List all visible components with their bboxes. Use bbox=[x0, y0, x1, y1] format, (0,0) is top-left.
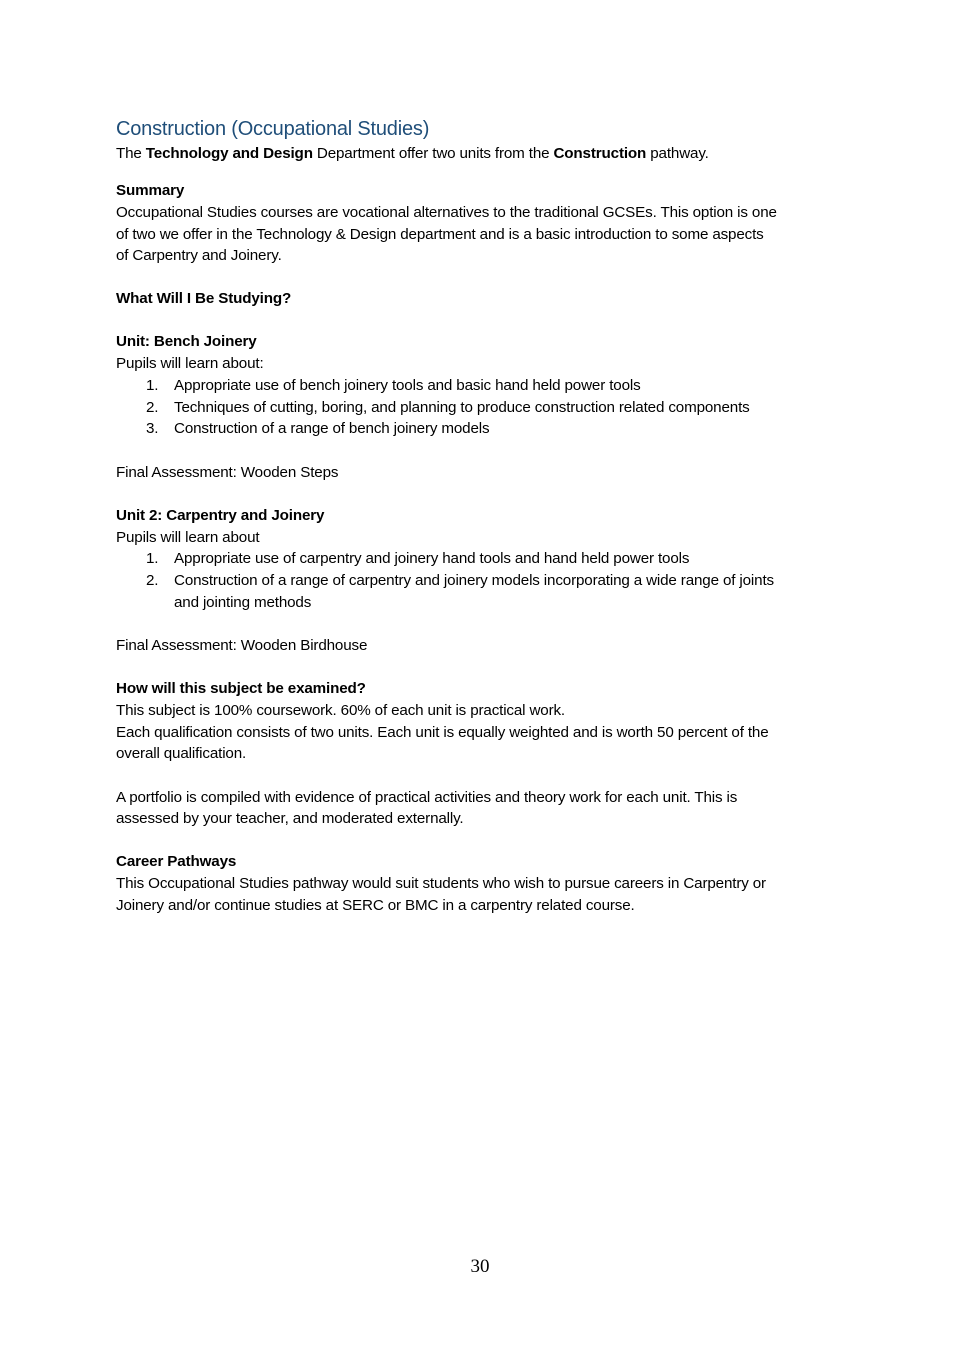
list-number: 3. bbox=[146, 420, 159, 437]
summary-line: Occupational Studies courses are vocational alternatives to the traditional GCSEs. This option is one bbox=[116, 204, 777, 221]
list-text: Appropriate use of bench joinery tools and basic hand held power tools bbox=[174, 377, 641, 394]
exam-line: This subject is 100% coursework. 60% of each unit is practical work. bbox=[116, 702, 565, 719]
exam-line: overall qualification. bbox=[116, 745, 247, 762]
list-item bbox=[116, 375, 846, 397]
unit1-final-assessment: Final Assessment: Wooden Steps bbox=[116, 464, 339, 481]
intro-pathway: Construction bbox=[553, 145, 647, 162]
intro-middle: Department offer two units from the bbox=[312, 145, 554, 162]
list-item bbox=[116, 570, 846, 614]
list-text: Construction of a range of carpentry and joinery models incorporating a wide range of joints bbox=[174, 572, 774, 589]
unit2-heading: Unit 2: Carpentry and Joinery bbox=[116, 507, 325, 524]
exam-heading: How will this subject be examined? bbox=[116, 680, 366, 697]
intro-paragraph bbox=[116, 143, 709, 165]
list-text-continuation: and jointing methods bbox=[174, 594, 312, 611]
list-item bbox=[116, 397, 846, 419]
unit2-lead: Pupils will learn about bbox=[116, 529, 260, 546]
career-line: Joinery and/or continue studies at SERC or BMC in a carpentry related course. bbox=[116, 897, 635, 914]
intro-prefix: The bbox=[116, 145, 146, 162]
summary-line: of Carpentry and Joinery. bbox=[116, 247, 282, 264]
unit1-lead: Pupils will learn about: bbox=[116, 355, 264, 372]
list-number: 2. bbox=[146, 399, 159, 416]
career-heading: Career Pathways bbox=[116, 853, 237, 870]
list-text: Techniques of cutting, boring, and planning to produce construction related components bbox=[174, 399, 750, 416]
summary-heading: Summary bbox=[116, 182, 185, 199]
page-title: Construction (Occupational Studies) bbox=[116, 118, 430, 140]
intro-department: Technology and Design bbox=[145, 145, 313, 162]
intro-suffix: pathway. bbox=[646, 145, 709, 162]
list-item bbox=[116, 548, 846, 570]
unit2-final-assessment: Final Assessment: Wooden Birdhouse bbox=[116, 637, 368, 654]
list-number: 1. bbox=[146, 550, 159, 567]
portfolio-line: A portfolio is compiled with evidence of practical activities and theory work for each unit. This is bbox=[116, 789, 738, 806]
career-line: This Occupational Studies pathway would suit students who wish to pursue careers in Carpentry or bbox=[116, 875, 766, 892]
exam-line: Each qualification consists of two units. Each unit is equally weighted and is worth 50 percent of the bbox=[116, 724, 769, 741]
list-number: 1. bbox=[146, 377, 159, 394]
studying-heading: What Will I Be Studying? bbox=[116, 290, 292, 307]
page-number: 30 bbox=[470, 1256, 490, 1277]
portfolio-line: assessed by your teacher, and moderated externally. bbox=[116, 810, 464, 827]
list-text: Construction of a range of bench joinery models bbox=[174, 420, 490, 437]
summary-line: of two we offer in the Technology & Design department and is a basic introduction to some aspects bbox=[116, 226, 764, 243]
list-text: Appropriate use of carpentry and joinery hand tools and hand held power tools bbox=[174, 550, 690, 567]
unit1-heading: Unit: Bench Joinery bbox=[116, 333, 257, 350]
list-item bbox=[116, 418, 846, 440]
list-number: 2. bbox=[146, 572, 159, 589]
